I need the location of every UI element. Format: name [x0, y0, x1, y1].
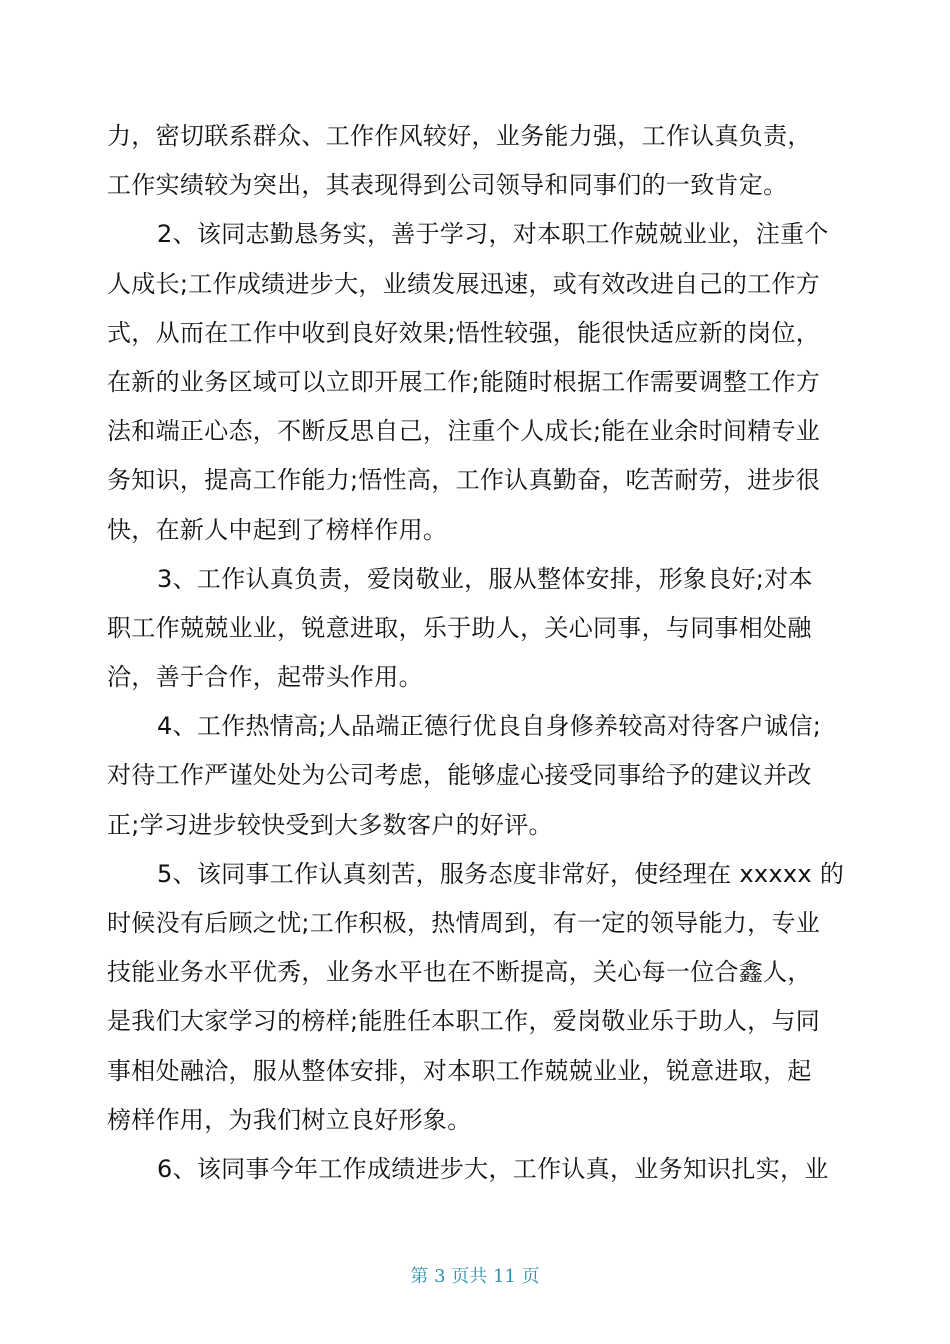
text-line: 是我们大家学习的榜样;能胜任本职工作，爱岗敬业乐于助人，与同: [107, 1007, 821, 1036]
text-line: 对待工作严谨处处为公司考虑，能够虚心接受同事给予的建议并改: [107, 761, 812, 790]
text-line: 人成长;工作成绩进步大，业绩发展迅速，或有效改进自己的工作方: [107, 269, 821, 298]
paragraph-start-line: 5、该同事工作认真刻苦，服务态度非常好，使经理在 xxxxx 的: [157, 859, 845, 888]
text-line: 工作实绩较为突出，其表现得到公司领导和同事们的一致肯定。: [107, 171, 788, 200]
text-line: 时候没有后顾之忧;工作积极，热情周到，有一定的领导能力，专业: [107, 909, 821, 937]
paragraph-start-line: 6、该同事今年工作成绩进步大，工作认真，业务知识扎实，业: [157, 1154, 829, 1183]
text-line: 事相处融洽，服从整体安排，对本职工作兢兢业业，锐意进取，起: [107, 1056, 812, 1085]
text-line: 职工作兢兢业业，锐意进取，乐于助人，关心同事，与同事相处融: [107, 613, 812, 642]
text-line: 式，从而在工作中收到良好效果;悟性较强，能很快适应新的岗位，: [107, 318, 821, 347]
text-line: 务知识，提高工作能力;悟性高，工作认真勤奋，吃苦耐劳，进步很: [107, 466, 821, 495]
paragraph-start-line: 3、工作认真负责，爱岗敬业，服从整体安排，形象良好;对本: [157, 564, 813, 593]
page-number-footer: 第 3 页共 11 页: [410, 1266, 540, 1287]
text-line: 法和端正心态，不断反思自己，注重个人成长;能在业余时间精专业: [107, 417, 821, 446]
paragraph-start-line: 4、工作热情高;人品端正德行优良自身修养较高对待客户诚信;: [157, 712, 822, 741]
text-line: 力，密切联系群众、工作作风较好，业务能力强，工作认真负责，: [107, 122, 812, 150]
text-line: 快，在新人中起到了榜样作用。: [107, 515, 448, 544]
paragraph-start-line: 2、该同志勤恳务实，善于学习，对本职工作兢兢业业，注重个: [157, 220, 829, 249]
text-line: 正;学习进步较快受到大多数客户的好评。: [107, 810, 553, 839]
document-body: [107, 112, 843, 1194]
text-line: 在新的业务区域可以立即开展工作;能随时根据工作需要调整工作方: [107, 367, 821, 396]
text-line: 榜样作用，为我们树立良好形象。: [107, 1105, 472, 1134]
text-line: 洽，善于合作，起带头作用。: [107, 663, 423, 692]
text-line: 技能业务水平优秀，业务水平也在不断提高，关心每一位合鑫人，: [107, 958, 812, 987]
